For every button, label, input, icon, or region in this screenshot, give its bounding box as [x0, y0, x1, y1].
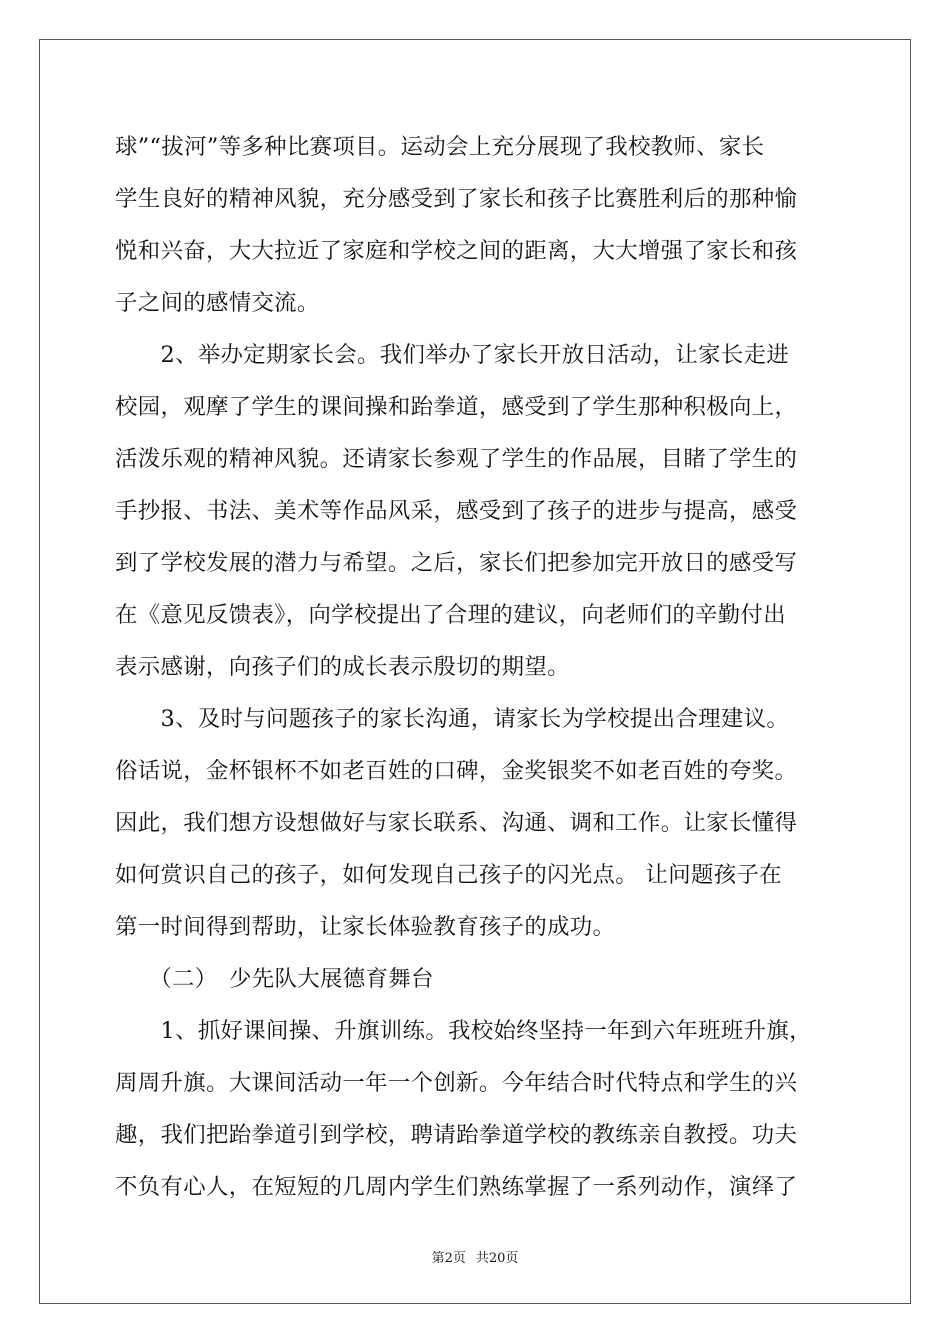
page-footer	[0, 1250, 950, 1268]
text-line: 因此，我们想方设想做好与家长联系、沟通、调和工作。让家长懂得	[115, 810, 798, 836]
text-line: 1、抓好课间操、升旗训练。我校始终坚持一年到六年班班升旗，	[115, 1018, 812, 1044]
text-line: 悦和兴奋，大大拉近了家庭和学校之间的距离，大大增强了家长和孩	[115, 238, 798, 264]
text-line: 表示感谢，向孩子们的成长表示殷切的期望。	[115, 654, 570, 680]
text-line: 到了学校发展的潜力与希望。之后，家长们把参加完开放日的感受写	[115, 550, 798, 576]
text-line: 学生良好的精神风貌，充分感受到了家长和孩子比赛胜利后的那种愉	[115, 186, 798, 212]
text-line: 校园，观摩了学生的课间操和跆拳道，感受到了学生那种积极向上，	[115, 394, 798, 420]
text-line: 2、举办定期家长会。我们举办了家长开放日活动，让家长走进	[115, 342, 790, 368]
text-line: 不负有心人，在短短的几周内学生们熟练掌握了一系列动作，演绎了	[115, 1174, 798, 1200]
text-line: 趣，我们把跆拳道引到学校，聘请跆拳道学校的教练亲自教授。功夫	[115, 1122, 798, 1148]
text-line: 手抄报、书法、美术等作品风采，感受到了孩子的进步与提高，感受	[115, 498, 798, 524]
text-line: 在《意见反馈表》，向学校提出了合理的建议，向老师们的辛勤付出	[115, 602, 787, 628]
section-heading: （二） 少先队大展德育舞台	[115, 966, 434, 992]
current-page-number: 第2页	[431, 1251, 466, 1266]
text-line: 子之间的感情交流。	[115, 290, 320, 316]
text-line: 活泼乐观的精神风貌。还请家长参观了学生的作品展，目睹了学生的	[115, 446, 798, 472]
total-pages: 共20页	[475, 1251, 519, 1266]
text-line: 如何赏识自己的孩子，如何发现自己孩子的闪光点。 让问题孩子在	[115, 862, 782, 888]
text-line: 周周升旗。大课间活动一年一个创新。今年结合时代特点和学生的兴	[115, 1070, 798, 1096]
text-line: 第一时间得到帮助，让家长体验教育孩子的成功。	[115, 914, 616, 940]
text-line: 俗话说，金杯银杯不如老百姓的口碑，金奖银奖不如老百姓的夸奖。	[115, 758, 798, 784]
text-line: 3、及时与问题孩子的家长沟通，请家长为学校提出合理建议。	[115, 706, 790, 732]
text-line: 球”“拔河”等多种比赛项目。运动会上充分展现了我校教师、家长	[115, 134, 765, 160]
